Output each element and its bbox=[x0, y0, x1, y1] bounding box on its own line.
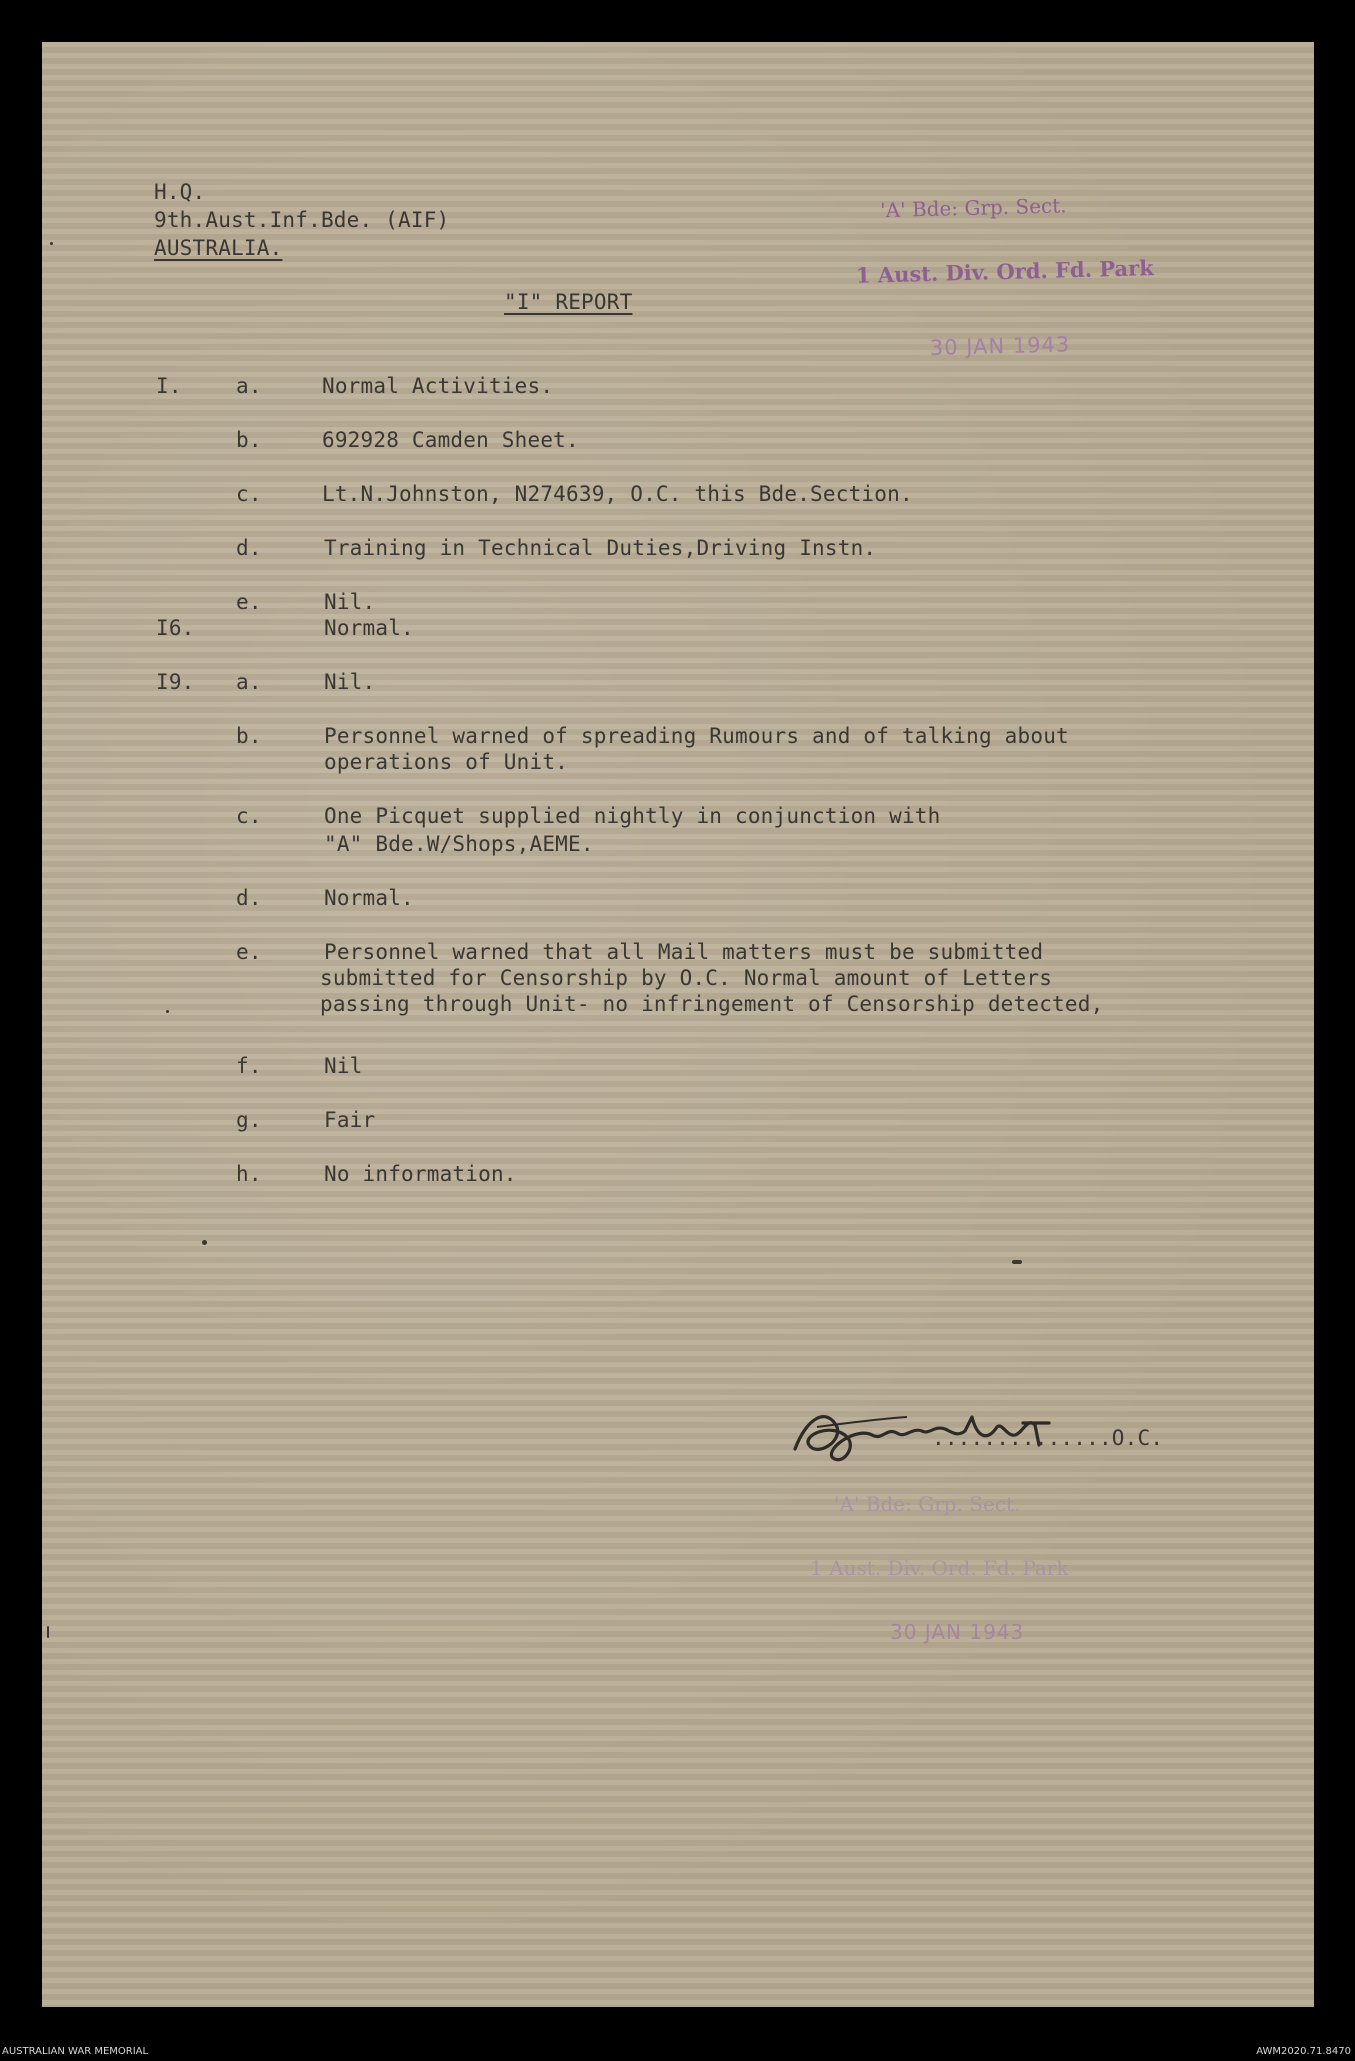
item-letter: b. bbox=[236, 724, 262, 748]
report-title: "I" REPORT bbox=[504, 290, 633, 314]
document-page bbox=[42, 42, 1314, 2007]
item-text-continued: passing through Unit- no infringement of Censorship detected, bbox=[320, 992, 1104, 1016]
paper-speck bbox=[202, 1240, 207, 1245]
item-text-continued: "A" Bde.W/Shops,AEME. bbox=[324, 832, 594, 856]
item-number: I6. bbox=[156, 616, 195, 640]
item-text-continued: operations of Unit. bbox=[324, 750, 569, 774]
signature-dots: ..............O.C. bbox=[932, 1426, 1164, 1450]
item-text: Normal Activities. bbox=[322, 374, 554, 398]
item-text: Personnel warned of spreading Rumours and of talking about bbox=[324, 724, 1069, 748]
item-letter: a. bbox=[236, 670, 262, 694]
item-letter: e. bbox=[236, 940, 262, 964]
item-text: Personnel warned that all Mail matters must be submitted bbox=[324, 940, 1044, 964]
paper-speck bbox=[47, 1626, 49, 1638]
item-text: One Picquet supplied nightly in conjunction with bbox=[324, 804, 941, 828]
item-text: Nil. bbox=[324, 590, 376, 614]
item-text: Nil bbox=[324, 1054, 363, 1078]
paper-speck bbox=[50, 242, 53, 245]
item-text: Fair bbox=[324, 1108, 376, 1132]
footer-institution: AUSTRALIAN WAR MEMORIAL bbox=[2, 2046, 149, 2057]
stamp-top bbox=[853, 153, 1157, 400]
item-letter: f. bbox=[236, 1054, 262, 1078]
item-text-continued: submitted for Censorship by O.C. Normal amount of Letters bbox=[320, 966, 1053, 990]
stamp-top-line1: 'A' Bde: Grp. Sect. bbox=[879, 193, 1067, 223]
letterhead-country: AUSTRALIA. bbox=[154, 236, 283, 260]
stamp-bottom bbox=[810, 1454, 1069, 1682]
item-letter: c. bbox=[236, 482, 262, 506]
item-letter: d. bbox=[236, 886, 262, 910]
stamp-bottom-line1: 'A' Bde: Grp. Sect. bbox=[834, 1492, 1021, 1516]
stamp-bottom-line2: 1 Aust. Div. Ord. Fd. Park bbox=[810, 1556, 1069, 1580]
stamp-top-line2: 1 Aust. Div. Ord. Fd. Park bbox=[855, 255, 1155, 288]
item-number: I. bbox=[156, 374, 182, 398]
stamp-bottom-date: 30 JAN 1943 bbox=[890, 1620, 1025, 1644]
stamp-top-date: 30 JAN 1943 bbox=[929, 332, 1071, 360]
item-letter: a. bbox=[236, 374, 262, 398]
item-letter: e. bbox=[236, 590, 262, 614]
item-text: 692928 Camden Sheet. bbox=[322, 428, 579, 452]
paper-speck bbox=[1012, 1260, 1022, 1264]
item-letter: c. bbox=[236, 804, 262, 828]
item-letter: g. bbox=[236, 1108, 262, 1132]
item-letter: b. bbox=[236, 428, 262, 452]
item-letter: d. bbox=[236, 536, 262, 560]
paper-speck bbox=[166, 1010, 169, 1013]
item-text: No information. bbox=[324, 1162, 517, 1186]
letterhead-brigade: 9th.Aust.Inf.Bde. (AIF) bbox=[154, 208, 450, 232]
letterhead-hq: H.Q. bbox=[154, 180, 206, 204]
item-text: Lt.N.Johnston, N274639, O.C. this Bde.Section. bbox=[322, 482, 913, 506]
item-text: Normal. bbox=[324, 616, 414, 640]
item-text: Training in Technical Duties,Driving Instn. bbox=[324, 536, 877, 560]
item-text: Nil. bbox=[324, 670, 376, 694]
item-letter: h. bbox=[236, 1162, 262, 1186]
item-number: I9. bbox=[156, 670, 195, 694]
item-text: Normal. bbox=[324, 886, 414, 910]
footer-accession-number: AWM2020.71.8470 bbox=[1256, 2046, 1351, 2057]
